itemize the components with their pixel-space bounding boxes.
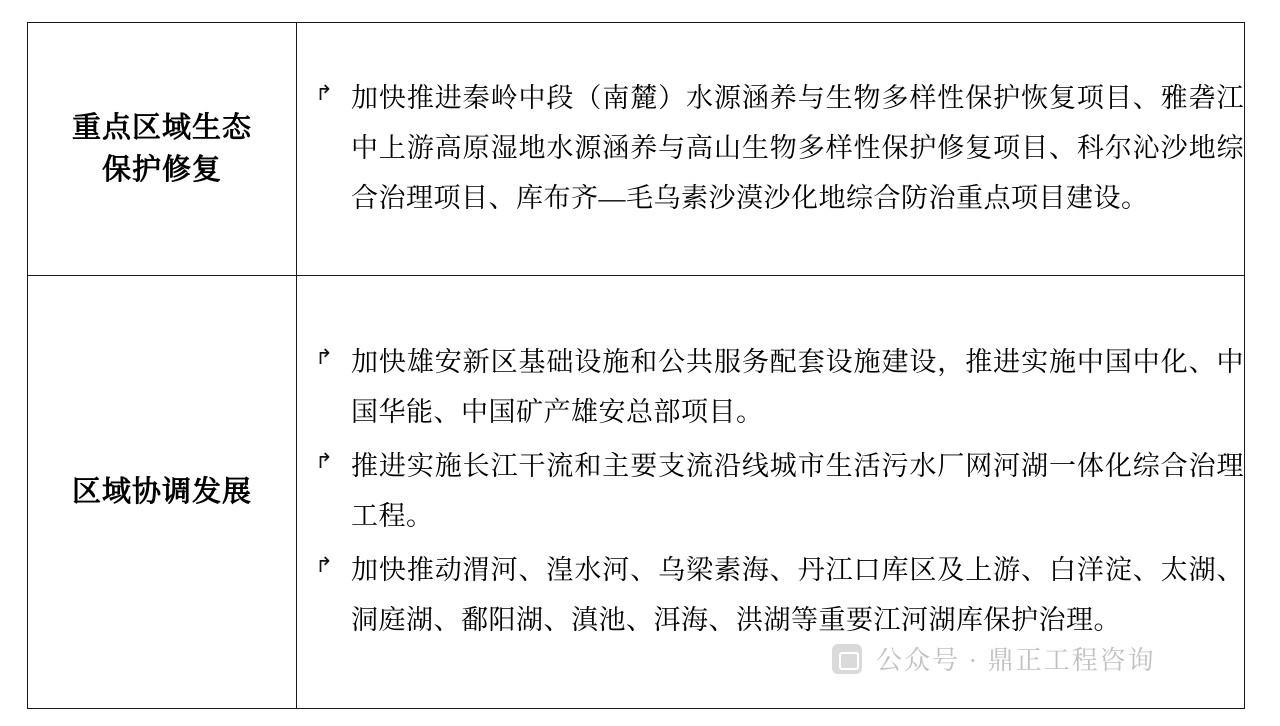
row-label-line: 保护修复	[101, 154, 222, 186]
row-content-cell	[297, 23, 1245, 276]
table-row	[28, 23, 1245, 276]
list-item-text: 推进实施长江干流和主要支流沿线城市生活污水厂网河湖一体化综合治理工程。	[351, 451, 1244, 531]
row-content-cell	[297, 276, 1245, 709]
row-label-line: 区域协调发展	[71, 475, 252, 508]
list-item-text: 加快推动渭河、湟水河、乌梁素海、丹江口库区及上游、白洋淀、太湖、洞庭湖、鄱阳湖、滇池、洱海、洪湖等重要江河湖库保护治理。	[351, 554, 1244, 635]
list-item	[297, 546, 1244, 646]
policy-table	[27, 22, 1245, 709]
arrow-bullet-icon: ↱	[315, 449, 333, 474]
list-item	[297, 74, 1244, 224]
list-item-text: 加快推进秦岭中段（南麓）水源涵养与生物多样性保护恢复项目、雅砻江中上游高原湿地水源涵养与高山生物多样性保护修复项目、科尔沁沙地综合治理项目、库布齐—毛乌素沙漠沙化地综合防治重点项目建设。	[351, 83, 1244, 213]
table-row	[28, 276, 1245, 709]
arrow-bullet-icon: ↱	[315, 81, 333, 106]
row-label-cell	[28, 276, 297, 709]
watermark-text: 公众号 · 鼎正工程咨询	[876, 646, 1156, 675]
arrow-bullet-icon: ↱	[315, 345, 333, 370]
list-item	[297, 338, 1244, 438]
row-label-line: 重点区域生态	[71, 111, 252, 144]
arrow-bullet-icon: ↱	[315, 552, 333, 577]
row-label-cell	[28, 23, 297, 276]
list-item	[297, 442, 1244, 542]
list-item-text: 加快雄安新区基础设施和公共服务配套设施建设，推进实施中国中化、中国华能、中国矿产雄安总部项目。	[351, 347, 1244, 428]
